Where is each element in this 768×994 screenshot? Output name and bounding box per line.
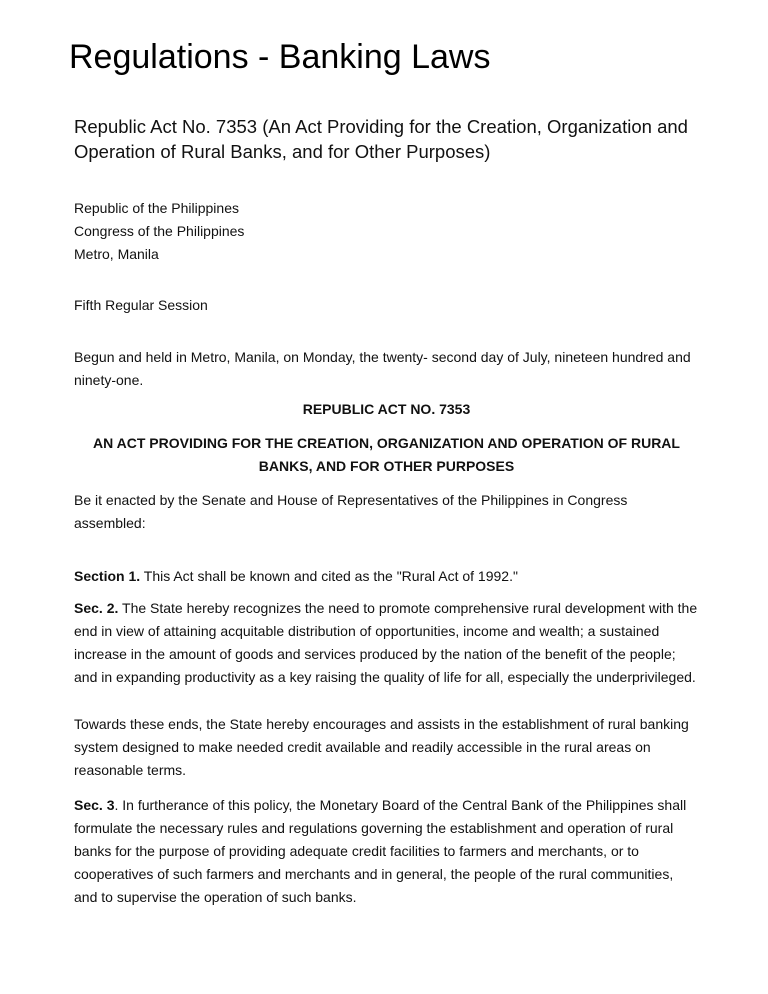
section-2-paragraph-2 [74,713,699,782]
page-title: Regulations - Banking Laws [69,38,491,76]
act-title-heading: AN ACT PROVIDING FOR THE CREATION, ORGANIZATION AND OPERATION OF RURAL BANKS, AND FOR OTHER PURPOSES [93,435,680,474]
enacting-clause: Be it enacted by the Senate and House of Representatives of the Philippines in Congress assembled: [74,492,628,531]
section-2 [74,597,699,689]
section-3-text: . In furtherance of this policy, the Monetary Board of the Central Bank of the Philippines shall formulate the necessary rules and regulations governing the establishment and operation of rural banks for the purpose of providing adequate credit facilities to farmers and merchants, or to cooperatives of such farmers and merchants and in general, the people of the rural communities, and to supervise the operation of such banks. [74,797,687,905]
section-1-label: Section 1. [74,568,141,584]
header-line-congress: Congress of the Philippines [74,223,245,239]
act-number-heading: REPUBLIC ACT NO. 7353 [302,401,471,417]
session-label: Fifth Regular Session [74,297,208,313]
section-1-text: This Act shall be known and cited as the "Rural Act of 1992." [140,568,518,584]
header-line-location: Metro, Manila [74,246,159,262]
issuing-body [74,197,699,266]
section-2-paragraph-2-text: Towards these ends, the State hereby encourages and assists in the establishment of rural banking system designed to make needed credit available and readily accessible in the rural areas on reasonable terms. [74,716,689,778]
header-line-republic: Republic of the Philippines [74,200,239,216]
document-subtitle: Republic Act No. 7353 (An Act Providing for the Creation, Organization and Operation of Rural Banks, and for Other Purposes) [74,116,688,162]
section-2-label: Sec. 2. [74,600,119,616]
section-3-label: Sec. 3 [74,797,115,813]
section-1 [74,565,699,588]
begun-statement: Begun and held in Metro, Manila, on Monday, the twenty- second day of July, nineteen hundred and ninety-one. [74,349,691,388]
section-2-text: The State hereby recognizes the need to promote comprehensive rural development with the end in view of attaining acquitable distribution of opportunities, income and wealth; a sustained increase in the amount of goods and services produced by the nation of the benefit of the people; and in expanding productivity as a key raising the quality of life for all, especially the underprivileged. [74,600,698,685]
section-3 [74,794,699,909]
